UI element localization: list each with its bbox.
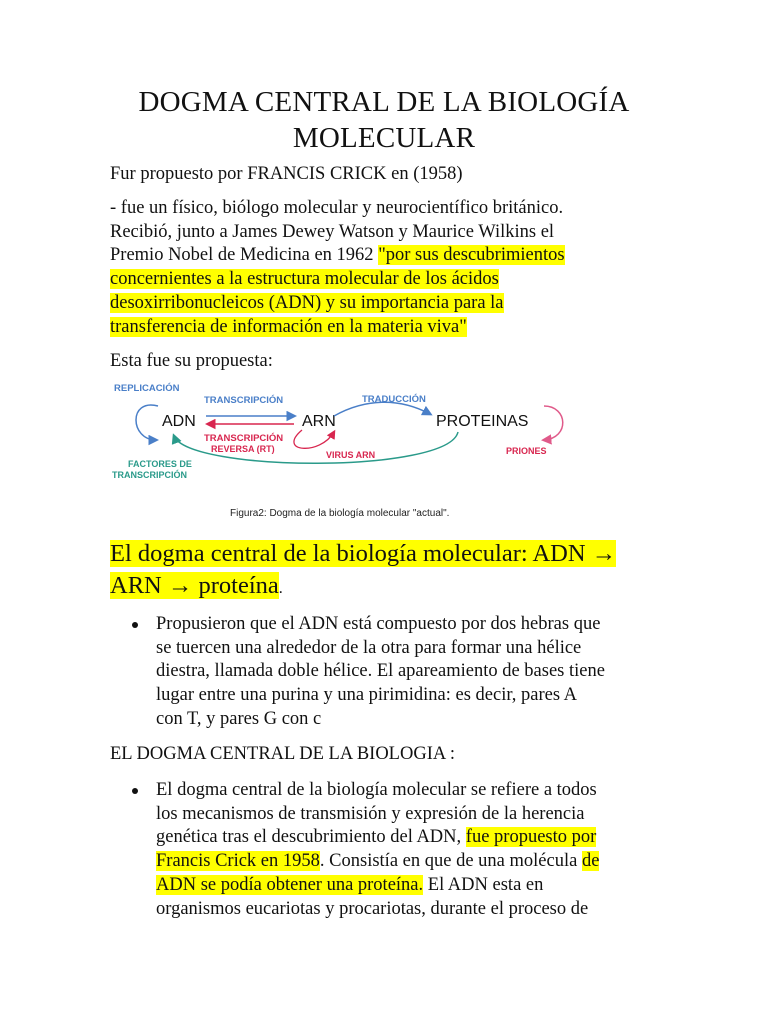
dogma-statement [110, 538, 670, 605]
bullet-line: los mecanismos de transmisión y expresión de la herencia [156, 803, 585, 824]
bio-text: Premio Nobel de Medicina en 1962 [110, 245, 379, 266]
bio-highlight: desoxirribonucleicos (ADN) y su importancia para la [110, 292, 504, 313]
list-item [132, 613, 605, 732]
bio-line [110, 316, 565, 340]
label-traduccion: TRADUCCIÓN [362, 394, 426, 405]
label-factores: FACTORES DE [128, 459, 192, 469]
bullet-highlight: Francis Crick en 1958 [156, 851, 320, 872]
bullet-line: organismos eucariotas y procariotas, durante el proceso de [156, 898, 589, 919]
dogma-highlight: El dogma central de la biología molecular: ADN → [110, 540, 617, 567]
label-replicacion: REPLICACIÓN [114, 383, 180, 394]
bullet-line: lugar entre una purina y una pirimidina: es decir, pares A [156, 685, 578, 706]
bullet-highlight: fue propuesto por [465, 827, 597, 848]
dogma-period: . [278, 580, 283, 597]
replication-loop [136, 405, 158, 440]
bio-paragraph [110, 197, 565, 339]
page-title [60, 84, 708, 156]
label-transcripcion-2: TRANSCRIPCIÓN [112, 470, 188, 480]
bullet-line: se tuercen una alrededor de la otra para formar una hélice [156, 637, 582, 658]
label-transcripcion: TRANSCRIPCIÓN [204, 395, 284, 406]
node-adn: ADN [162, 413, 196, 430]
dogma-highlight: ARN → proteína [110, 572, 279, 599]
bullet-icon [132, 788, 138, 794]
bullet-text: . Consistía en que de una molécula [319, 851, 582, 872]
bio-highlight: transferencia de información en la materia viva" [110, 316, 467, 337]
section-heading: EL DOGMA CENTRAL DE LA BIOLOGIA : [110, 744, 455, 764]
figure-caption: Figura2: Dogma de la biología molecular "actual". [230, 508, 450, 519]
bullet-line: diestra, llamada doble hélice. El apareamiento de bases tiene [156, 661, 605, 682]
node-proteinas: PROTEINAS [436, 413, 529, 430]
central-dogma-diagram [108, 378, 578, 482]
bullet-text: genética tras el descubrimiento del ADN, [156, 827, 466, 848]
list-item [132, 779, 599, 921]
priones-loop [544, 406, 563, 440]
bio-line [110, 268, 565, 292]
label-transcripcion-reversa: TRANSCRIPCIÓN [204, 433, 284, 444]
bullet-line [156, 850, 599, 874]
bullet-line [156, 826, 599, 850]
proposal-label: Esta fue su propuesta: [110, 351, 273, 371]
intro-line: Fur propuesto por FRANCIS CRICK en (1958) [110, 164, 463, 184]
label-virus-arn: VIRUS ARN [326, 450, 376, 460]
bio-line: Recibió, junto a James Dewey Watson y Maurice Wilkins el [110, 221, 555, 242]
bullet-text: El ADN esta en [423, 874, 544, 895]
dogma-line [110, 538, 670, 570]
bio-highlight: "por sus descubrimientos [378, 245, 565, 266]
dogma-line [110, 570, 670, 605]
bullet-line [156, 874, 599, 898]
bullet-highlight: ADN se podía obtener una proteína. [156, 874, 424, 895]
bullet-line: con T, y pares G con c [156, 708, 322, 729]
virus-arn-loop [294, 430, 334, 448]
label-reversa-rt: REVERSA (RT) [211, 444, 275, 454]
bullet-highlight: de [581, 851, 600, 872]
bullet-list-2 [132, 779, 599, 921]
title-line-1: DOGMA CENTRAL DE LA BIOLOGÍA [138, 86, 630, 118]
label-priones: PRIONES [506, 446, 547, 456]
bullet-line: Propusieron que el ADN está compuesto por dos hebras que [156, 614, 601, 634]
title-line-2: MOLECULAR [292, 122, 476, 154]
bullet-line: El dogma central de la biología molecular se refiere a todos [156, 780, 597, 800]
bullet-list-1 [132, 613, 605, 732]
bio-line [110, 244, 565, 268]
bio-line [110, 292, 565, 316]
bio-line: - fue un físico, biólogo molecular y neurocientífico británico. [110, 198, 564, 218]
node-arn: ARN [302, 413, 336, 430]
bullet-icon [132, 622, 138, 628]
bio-highlight: concernientes a la estructura molecular de los ácidos [110, 269, 499, 290]
